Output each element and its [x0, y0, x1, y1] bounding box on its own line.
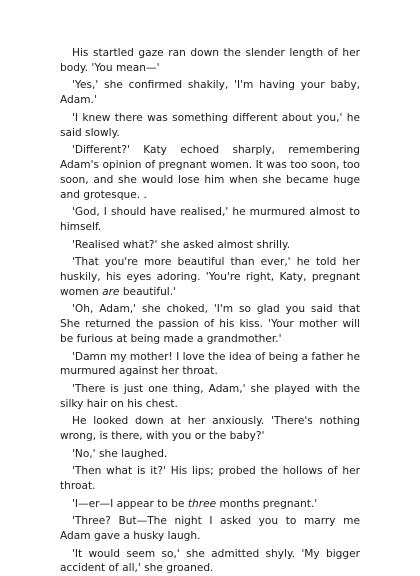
text-run: 'I knew there was something different about you,' he said slowly.: [60, 111, 360, 139]
text-run: 'I—er—I appear to be: [72, 497, 188, 510]
text-run: 'That you're more beautiful than ever,' he told her huskily, his eyes adoring. 'You're right, Katy, pregnant women: [60, 256, 360, 298]
paragraph: [60, 46, 360, 76]
text-run: His startled gaze ran down the slender length of her body. 'You mean—': [60, 47, 360, 74]
text-run: 'No,' she laughed.: [72, 447, 168, 460]
text-run: 'It would seem so,' she admitted shyly. 'My bigger accident of all,' she groaned.: [60, 547, 360, 575]
paragraph: [60, 547, 360, 576]
text-run: 'Then what is it?' His lips; probed the hollows of her throat.: [60, 465, 360, 493]
text-run: beautiful.': [119, 285, 177, 298]
text-run: 'Yes,' she confirmed shakily, 'I'm having your baby, Adam.': [60, 79, 360, 107]
paragraph: [60, 143, 360, 202]
paragraph: [60, 464, 360, 494]
text-run: 'Damn my mother! I love the idea of being a father he murmured against her throat.: [60, 350, 360, 378]
paragraph: [60, 497, 360, 512]
paragraph: [60, 78, 360, 108]
text-run: 'Realised what?' she asked almost shrilly.: [72, 238, 291, 251]
emphasized-text: are: [102, 285, 120, 298]
text-run: 'Different?' Katy echoed sharply, remembering Adam's opinion of pregnant women. It was too soon, too soon, and she would lose him when she became huge and grotesque. .: [60, 144, 360, 201]
text-run: 'Oh, Adam,' she choked, 'I'm so glad you said that She returned the passion of his kiss. 'Your mother will be furious at being made a grandmother.': [60, 303, 360, 345]
page-text: [60, 46, 360, 576]
text-run: 'Three? But—The night I asked you to marry me Adam gave a husky laugh.: [60, 515, 360, 543]
emphasized-text: three: [187, 497, 217, 510]
paragraph: [60, 255, 360, 299]
paragraph: [60, 414, 360, 444]
paragraph: [60, 302, 360, 346]
text-run: 'There is just one thing, Adam,' she played with the silky hair on his chest.: [60, 382, 360, 410]
paragraph: [60, 350, 360, 380]
paragraph: [60, 382, 360, 412]
paragraph: [60, 238, 360, 253]
paragraph: [60, 447, 360, 462]
text-run: months pregnant.': [216, 497, 318, 510]
text-run: 'God, I should have realised,' he murmured almost to himself.: [60, 206, 360, 233]
paragraph: [60, 205, 360, 235]
text-run: He looked down at her anxiously. 'There's nothing wrong, is there, with you or the baby?': [60, 415, 360, 443]
paragraph: [60, 514, 360, 544]
paragraph: [60, 111, 360, 141]
